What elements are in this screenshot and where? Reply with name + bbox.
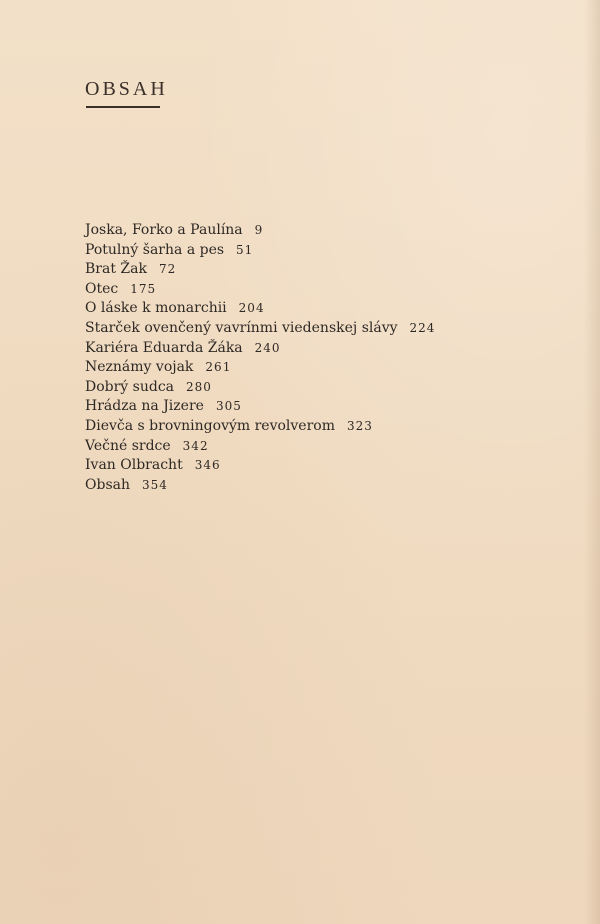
toc-entry-page: 175 [130, 281, 157, 296]
toc-entry [85, 319, 435, 339]
toc-entry [85, 260, 435, 280]
toc-entry-page: 305 [215, 399, 242, 414]
toc-entry-page: 51 [236, 242, 254, 257]
toc-entry-title: Večné srdce [85, 437, 171, 454]
toc-entry [85, 339, 435, 359]
toc-entry [85, 476, 435, 496]
toc-entry [85, 299, 435, 319]
toc-entry-page: 261 [205, 360, 232, 375]
toc-entry-page: 72 [158, 262, 177, 277]
toc-entry-page: 224 [409, 320, 436, 335]
toc-entry-title: Dobrý sudca [85, 378, 175, 395]
toc-entry [85, 456, 435, 476]
toc-entry-page: 9 [254, 223, 264, 237]
toc-entry-title: Ivan Olbracht [85, 457, 183, 474]
page-title: OBSAH [85, 78, 168, 100]
toc-entry-page: 204 [238, 301, 265, 316]
toc-entry [85, 241, 435, 261]
toc-entry-title: Obsah [85, 476, 130, 493]
toc-entry-page: 280 [186, 379, 212, 394]
title-underline [86, 106, 160, 108]
toc-entry [85, 221, 435, 241]
toc-entry-title: Kariéra Eduarda Žáka [85, 339, 243, 356]
toc-entry-title: Neznámy vojak [85, 359, 194, 376]
toc-entry-page: 240 [254, 340, 281, 355]
toc-entry [85, 417, 435, 437]
toc-entry-title: Starček ovenčený vavrínmi viedenskej slávy [85, 319, 398, 336]
toc-entry-page: 346 [194, 458, 221, 473]
toc-entry-title: Brat Žak [85, 261, 147, 278]
toc-entry-page: 354 [142, 477, 168, 492]
toc-entry-title: O láske k monarchii [85, 300, 227, 317]
toc-entry [85, 358, 435, 378]
toc-entry [85, 378, 435, 398]
page-edge-shadow [584, 0, 600, 924]
toc-entry-title: Hrádza na Jizere [85, 398, 204, 415]
toc-entry [85, 437, 435, 457]
toc-entry-title: Joska, Forko a Paulína [85, 222, 243, 238]
toc-entry [85, 280, 435, 300]
table-of-contents [85, 221, 435, 495]
toc-entry-title: Potulný šarha a pes [85, 241, 225, 258]
toc-entry-title: Otec [85, 280, 119, 297]
toc-entry-title: Dievča s brovningovým revolverom [85, 417, 335, 434]
toc-entry-page: 323 [347, 418, 373, 433]
toc-entry-page: 342 [182, 438, 209, 453]
toc-entry [85, 397, 435, 417]
